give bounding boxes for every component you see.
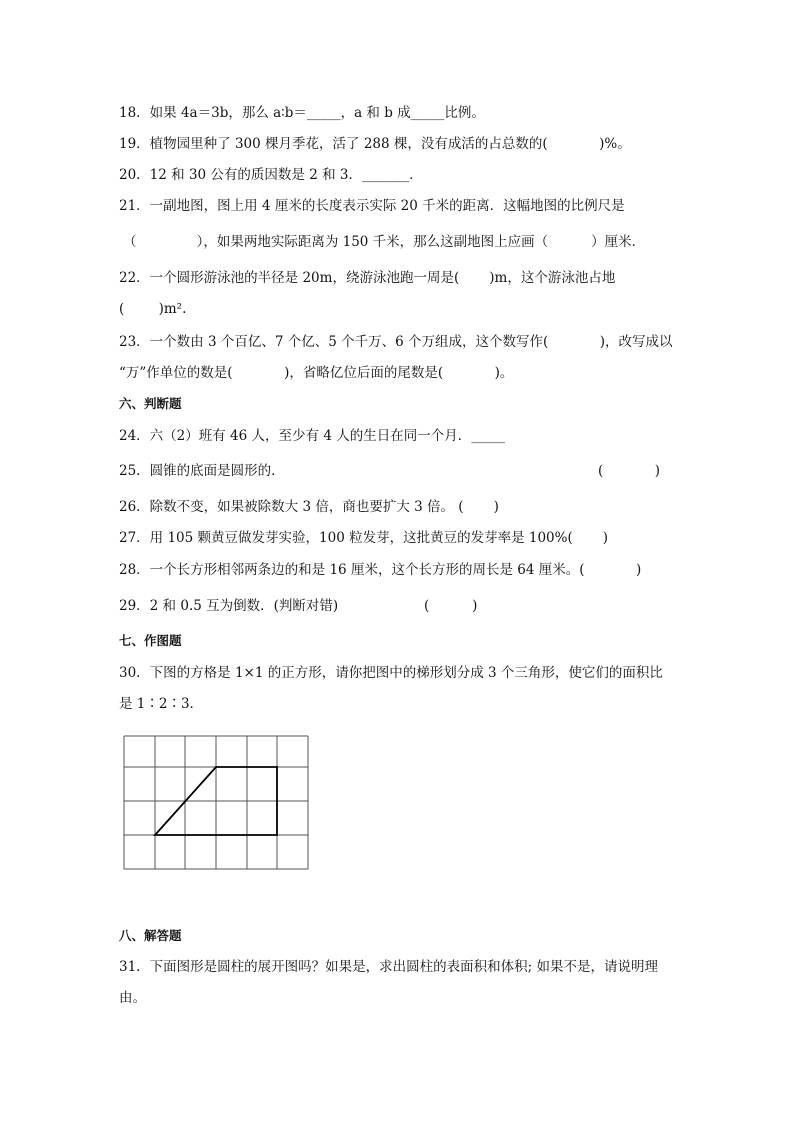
question-30-line1: 30．下图的方格是 1×1 的正方形，请你把图中的梯形划分成 3 个三角形，使它们的面积比: [119, 665, 663, 681]
section-title-judgment: 六、判断题: [119, 396, 182, 411]
question-27: 27．用 105 颗黄豆做发芽实验，100 粒发芽，这批黄豆的发芽率是 100%( ): [119, 530, 609, 546]
question-18: 18．如果 4a＝3b，那么 a∶b＝_____，a 和 b 成_____比例。: [119, 105, 485, 121]
question-24: 24．六（2）班有 46 人，至少有 4 人的生日在同一个月．_____: [119, 428, 505, 444]
question-31-line1: 31．下面图形是圆柱的展开图吗？如果是，求出圆柱的表面积和体积; 如果不是，请说明理: [119, 959, 659, 975]
question-22-line1: 22．一个圆形游泳池的半径是 20m，绕游泳池跑一周是( )m，这个游泳池占地: [119, 270, 616, 286]
section-title-answer: 八、解答题: [119, 928, 182, 943]
question-31-line2: 由。: [119, 990, 146, 1006]
question-21-line1: 21．一副地图，图上用 4 厘米的长度表示实际 20 千米的距离．这幅地图的比例尺是: [119, 198, 625, 214]
question-25: 25．圆锥的底面是圆形的．: [119, 463, 285, 479]
question-20: 20．12 和 30 公有的质因数是 2 和 3．_______．: [119, 167, 423, 183]
grid-trapezoid-figure: [121, 733, 311, 873]
question-29-answer-paren: ( ): [424, 598, 478, 614]
question-23-line1: 23．一个数由 3 个百亿、7 个亿、5 个千万、6 个万组成，这个数写作( )，改写成以: [119, 334, 673, 350]
question-19: 19．植物园里种了 300 棵月季花，活了 288 棵，没有成活的占总数的( )%。: [119, 136, 631, 152]
question-26: 26．除数不变，如果被除数大 3 倍，商也要扩大 3 倍。 ( ): [119, 499, 499, 515]
question-22-line2: ( )m².: [119, 301, 187, 317]
question-25-answer-paren: ( ): [598, 463, 661, 479]
question-21-line2: （ ），如果两地实际距离为 150 千米，那么这副地图上应画（ ）厘米．: [123, 234, 646, 250]
question-29: 29．2 和 0.5 互为倒数．(判断对错): [119, 598, 339, 614]
square-grid: [124, 736, 308, 869]
question-30-line2: 是 1∶2∶3．: [119, 696, 204, 712]
section-title-drawing: 七、作图题: [119, 633, 182, 648]
question-28: 28．一个长方形相邻两条边的和是 16 厘米，这个长方形的周长是 64 厘米。( ): [119, 562, 642, 578]
question-23-line2: “万”作单位的数是( )，省略亿位后面的尾数是( )。: [119, 365, 514, 381]
